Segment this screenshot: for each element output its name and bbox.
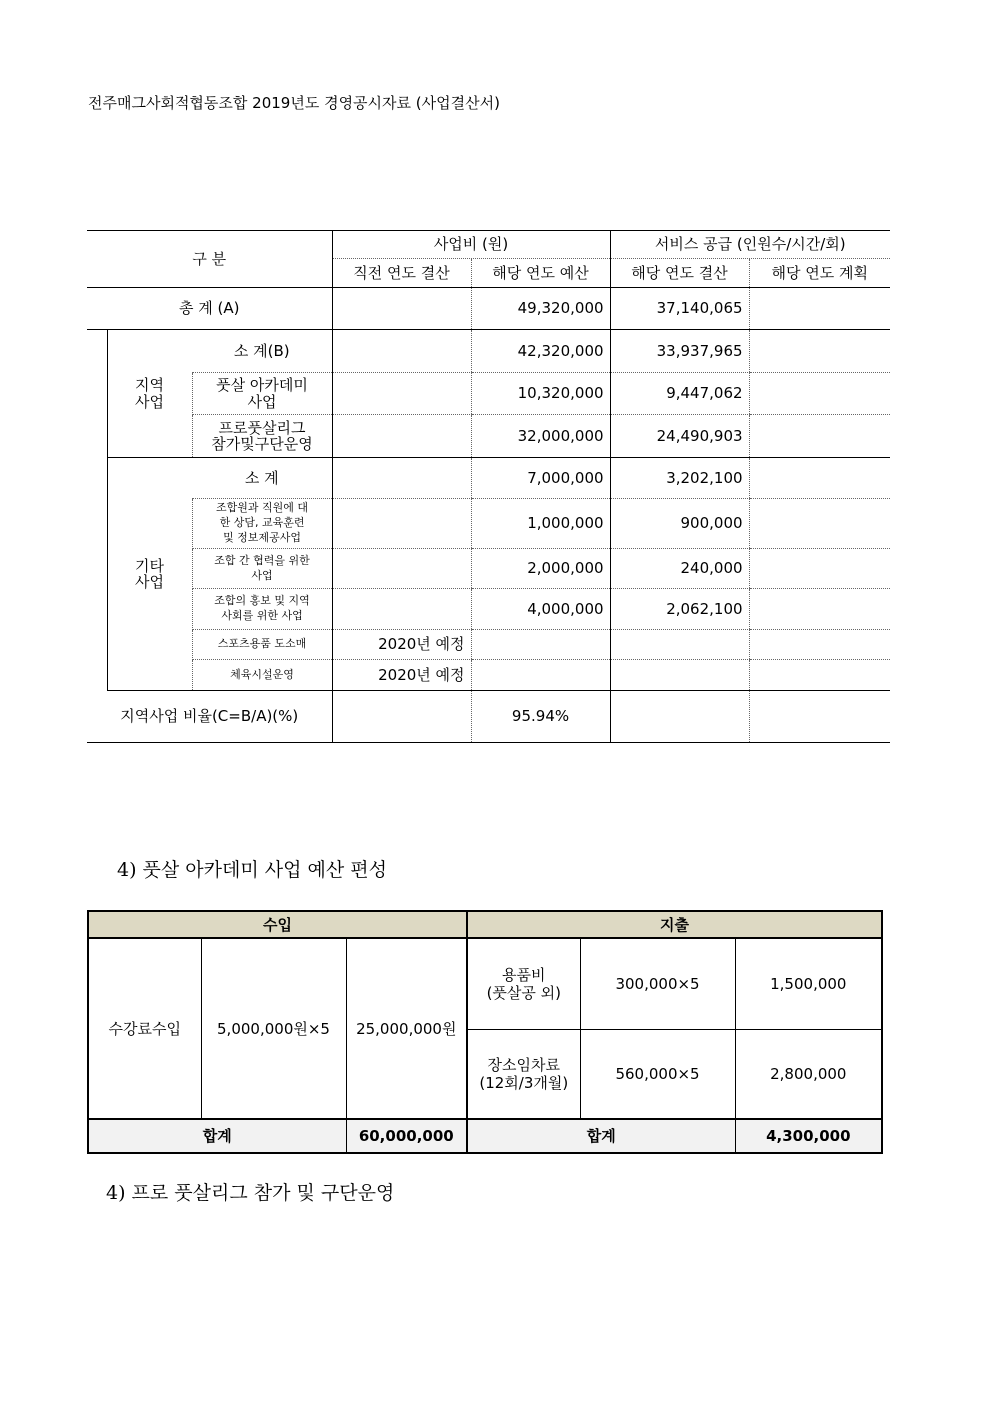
regional-row-prev [332,373,471,415]
total-settle: 37,140,065 [610,288,749,330]
other-row-settle [610,660,749,691]
other-row-label: 조합원과 직원에 대 한 상담, 교육훈련 및 정보제공사업 [192,499,332,549]
total-budget: 49,320,000 [471,288,610,330]
other-subtotal-prev [332,458,471,499]
income-total: 60,000,000 [346,1119,467,1153]
section-heading-futsal-academy: 4) 풋살 아카데미 사업 예산 편성 [117,859,387,881]
ratio-settle [610,691,749,743]
other-row-prev [332,549,471,589]
col-cur-settle: 해당 연도 결산 [610,259,749,288]
other-subtotal-budget: 7,000,000 [471,458,610,499]
income-total-label: 합계 [88,1119,346,1153]
expense-calc: 560,000×5 [580,1029,735,1119]
regional-subtotal-plan [749,330,890,373]
expense-amount: 1,500,000 [735,938,882,1029]
other-row-settle: 240,000 [610,549,749,589]
business-cost-header: 사업비 (원) [332,231,610,259]
income-header: 수입 [88,911,467,938]
ratio-budget: 95.94% [471,691,610,743]
other-row-settle: 900,000 [610,499,749,549]
futsal-academy-budget-table [87,910,883,1154]
regional-subtotal-budget: 42,320,000 [471,330,610,373]
other-row-label: 체육시설운영 [192,660,332,691]
expense-total-label: 합계 [467,1119,735,1153]
regional-row-plan [749,415,890,458]
expense-item: 용품비 (풋살공 외) [467,938,580,1029]
expense-total: 4,300,000 [735,1119,882,1153]
other-row-settle [610,630,749,660]
total-plan [749,288,890,330]
service-supply-header: 서비스 공급 (인원수/시간/회) [610,231,890,259]
regional-row-settle: 24,490,903 [610,415,749,458]
total-prev [332,288,471,330]
other-row-label: 조합 간 협력을 위한 사업 [192,549,332,589]
other-subtotal-settle: 3,202,100 [610,458,749,499]
regional-row-label: 풋살 아카데미 사업 [192,373,332,415]
regional-subtotal-label: 소 계(B) [192,330,332,373]
regional-row-label: 프로풋살리그 참가및구단운영 [192,415,332,458]
other-row-plan [749,630,890,660]
other-business-label: 기타 사업 [107,458,192,691]
other-row-budget: 1,000,000 [471,499,610,549]
other-row-budget: 2,000,000 [471,549,610,589]
income-item: 수강료수입 [88,938,201,1119]
col-category-header: 구 분 [87,231,332,288]
other-row-label: 스포츠용품 도소매 [192,630,332,660]
other-row-budget: 4,000,000 [471,589,610,630]
regional-row-settle: 9,447,062 [610,373,749,415]
regional-subtotal-settle: 33,937,965 [610,330,749,373]
regional-row-plan [749,373,890,415]
other-subtotal-label: 소 계 [192,458,332,499]
other-subtotal-plan [749,458,890,499]
other-row-prev: 2020년 예정 [332,630,471,660]
other-row-prev: 2020년 예정 [332,660,471,691]
other-row-prev [332,499,471,549]
other-row-plan [749,660,890,691]
regional-row-budget: 10,320,000 [471,373,610,415]
indent-spacer [87,330,107,691]
expense-calc: 300,000×5 [580,938,735,1029]
other-row-label: 조합의 홍보 및 지역 사회를 위한 사업 [192,589,332,630]
regional-subtotal-prev [332,330,471,373]
other-row-settle: 2,062,100 [610,589,749,630]
col-prev-settle: 직전 연도 결산 [332,259,471,288]
other-row-budget [471,660,610,691]
income-amount: 25,000,000원 [346,938,467,1119]
col-cur-plan: 해당 연도 계획 [749,259,890,288]
ratio-plan [749,691,890,743]
expense-amount: 2,800,000 [735,1029,882,1119]
other-row-budget [471,630,610,660]
col-cur-budget: 해당 연도 예산 [471,259,610,288]
regional-row-prev [332,415,471,458]
regional-row-budget: 32,000,000 [471,415,610,458]
section-heading-pro-futsal-league: 4) 프로 풋살리그 참가 및 구단운영 [106,1182,395,1204]
other-row-plan [749,589,890,630]
business-settlement-table [87,230,890,743]
other-row-plan [749,499,890,549]
expense-item: 장소임차료 (12회/3개월) [467,1029,580,1119]
total-label: 총 계 (A) [87,288,332,330]
other-row-plan [749,549,890,589]
expense-header: 지출 [467,911,882,938]
income-calc: 5,000,000원×5 [201,938,346,1119]
regional-business-label: 지역 사업 [107,330,192,458]
document-header: 전주매그사회적협동조합 2019년도 경영공시자료 (사업결산서) [88,94,500,112]
ratio-label: 지역사업 비율(C=B/A)(%) [87,691,332,743]
ratio-prev [332,691,471,743]
other-row-prev [332,589,471,630]
